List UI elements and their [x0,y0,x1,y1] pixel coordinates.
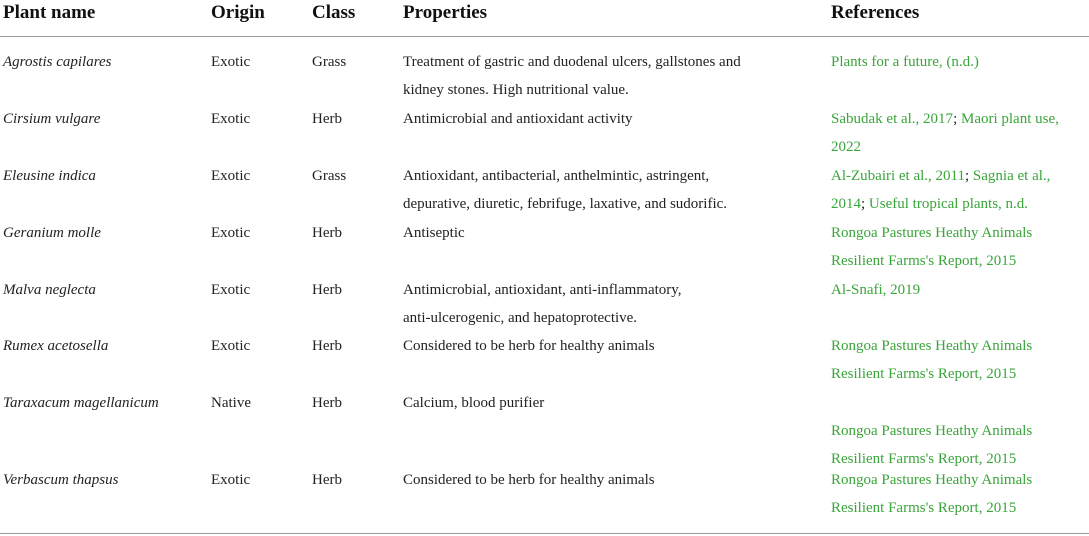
plant-name-cell: Agrostis capilares [3,54,112,70]
table-bottom-rule [0,533,1089,534]
references-line [831,276,1087,304]
properties-line: depurative, diuretic, febrifuge, laxative, and sudorific. [403,196,728,212]
reference-link[interactable]: Rongoa Pastures Heathy Animals [831,338,1033,354]
properties-line: kidney stones. High nutritional value. [403,82,629,98]
reference-link[interactable]: Rongoa Pastures Heathy Animals [831,423,1033,439]
properties-line: Considered to be herb for healthy animals [403,472,655,488]
plant-name-cell: Taraxacum magellanicum [3,395,159,411]
references-cell [831,48,1087,76]
references-cell [831,219,1087,275]
properties-line: Antimicrobial, antioxidant, anti-inflammatory, [403,282,682,298]
reference-link[interactable]: Resilient Farms's Report, 2015 [831,500,1017,516]
reference-link[interactable]: 2022 [831,139,861,155]
references-line [831,247,1087,275]
properties-cell [403,332,803,360]
references-cell [831,276,1087,304]
origin-cell: Exotic [211,472,251,488]
references-line [831,105,1087,133]
properties-line: Treatment of gastric and duodenal ulcers, gallstones and [403,54,741,70]
references-line [831,417,1087,445]
header-origin: Origin [211,2,265,23]
properties-cell [403,162,803,218]
reference-link[interactable]: Resilient Farms's Report, 2015 [831,253,1017,269]
properties-line: Considered to be herb for healthy animals [403,338,655,354]
references-line [831,389,1087,417]
properties-cell [403,389,803,417]
header-class: Class [312,2,356,23]
class-cell: Grass [312,168,347,184]
table-header-row [0,0,1089,37]
class-cell: Herb [312,111,342,127]
properties-line: Antimicrobial and antioxidant activity [403,111,633,127]
class-cell: Grass [312,54,347,70]
reference-link[interactable]: Useful tropical plants, n.d. [868,196,1029,212]
references-line [831,332,1087,360]
reference-separator: ; [953,111,961,127]
references-cell [831,466,1087,522]
references-line [831,360,1087,388]
plant-name-cell: Eleusine indica [3,168,96,184]
reference-link[interactable]: 2014 [831,196,861,212]
references-cell [831,389,1087,473]
origin-cell: Native [211,395,251,411]
header-plant-name: Plant name [3,2,96,23]
reference-link[interactable]: Sabudak et al., 2017 [831,111,954,127]
plant-name-cell: Cirsium vulgare [3,111,101,127]
origin-cell: Exotic [211,338,251,354]
references-line [831,219,1087,247]
reference-link[interactable]: Resilient Farms's Report, 2015 [831,451,1017,467]
origin-cell: Exotic [211,54,251,70]
properties-line: Antioxidant, antibacterial, anthelmintic, astringent, [403,168,710,184]
plant-name-cell: Geranium molle [3,225,101,241]
class-cell: Herb [312,395,342,411]
reference-separator: ; [861,196,869,212]
header-references: References [831,2,920,23]
references-line [831,190,1087,218]
properties-cell [403,219,803,247]
references-line [831,162,1087,190]
origin-cell: Exotic [211,282,251,298]
reference-link[interactable]: Al-Snafi, 2019 [831,282,921,298]
properties-line: Calcium, blood purifier [403,395,545,411]
references-cell [831,105,1087,161]
origin-cell: Exotic [211,111,251,127]
reference-link[interactable]: Rongoa Pastures Heathy Animals [831,225,1033,241]
properties-cell [403,466,803,494]
properties-line: Antiseptic [403,225,465,241]
properties-cell [403,105,803,133]
references-line [831,466,1087,494]
reference-separator: ; [965,168,973,184]
reference-link[interactable]: Al-Zubairi et al., 2011 [831,168,965,184]
reference-link[interactable]: Resilient Farms's Report, 2015 [831,366,1017,382]
origin-cell: Exotic [211,168,251,184]
references-line [831,494,1087,522]
references-cell [831,332,1087,388]
plant-name-cell: Malva neglecta [3,282,96,298]
reference-link[interactable]: Rongoa Pastures Heathy Animals [831,472,1033,488]
header-properties: Properties [403,2,488,23]
plant-name-cell: Rumex acetosella [3,338,109,354]
references-line [831,48,1087,76]
properties-line: anti-ulcerogenic, and hepatoprotective. [403,310,638,326]
class-cell: Herb [312,472,342,488]
properties-cell [403,276,803,332]
reference-link[interactable]: Sagnia et al., [972,168,1051,184]
class-cell: Herb [312,225,342,241]
properties-cell [403,48,803,104]
references-line [831,133,1087,161]
plant-name-cell: Verbascum thapsus [3,472,119,488]
reference-link[interactable]: Plants for a future, (n.d.) [831,54,979,70]
class-cell: Herb [312,282,342,298]
origin-cell: Exotic [211,225,251,241]
class-cell: Herb [312,338,342,354]
reference-link[interactable]: Maori plant use, [960,111,1059,127]
references-cell [831,162,1087,218]
